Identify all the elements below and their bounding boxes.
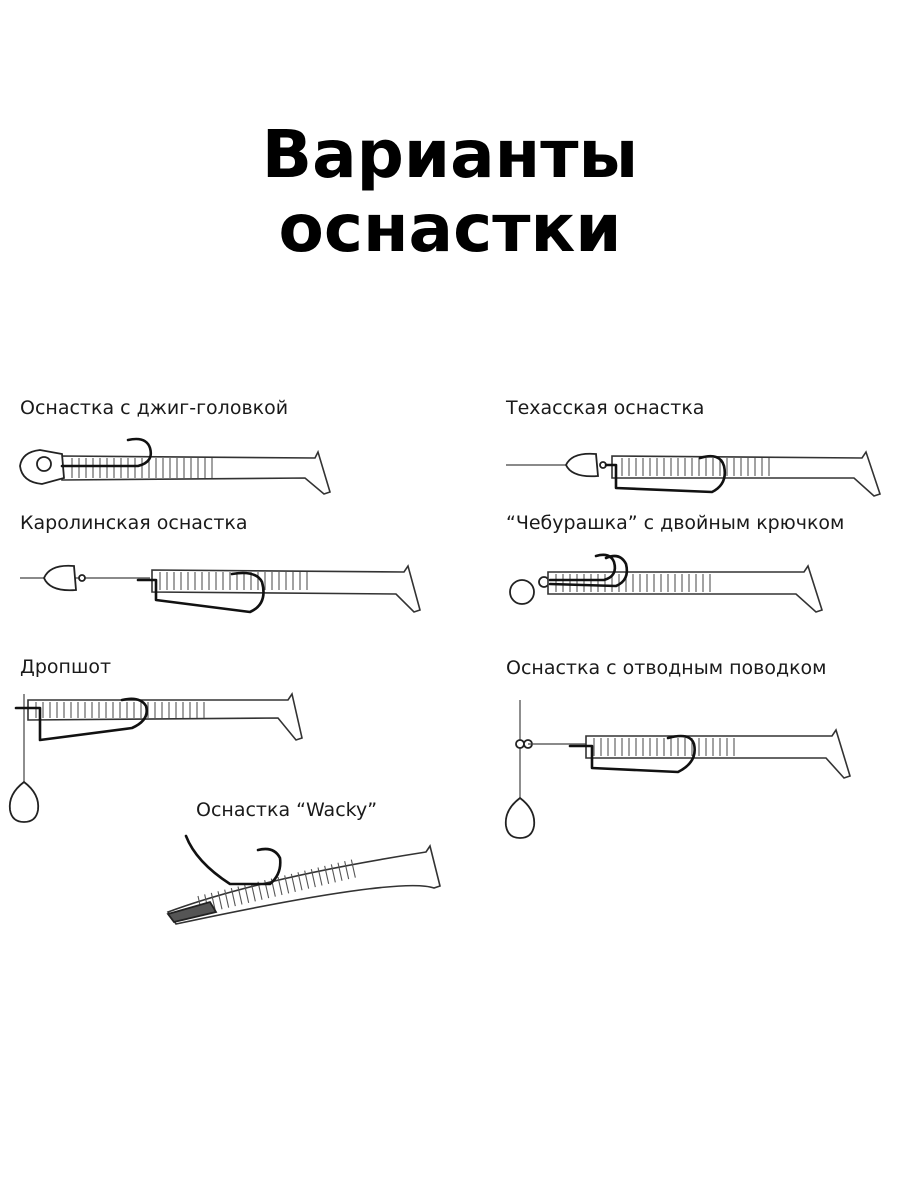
label-dropshot-rig: Дропшот [20,656,112,678]
label-jig-rig: Оснастка с джиг-головкой [20,397,289,419]
label-carolina-rig: Каролинская оснастка [20,512,248,534]
label-wacky-rig: Оснастка “Wacky” [196,799,378,821]
page-title-line-2: оснастки [278,190,622,267]
label-texas-rig: Техасская оснастка [506,397,705,419]
page-title-line-1: Варианты [261,116,639,193]
label-leader-rig: Оснастка с отводным поводком [506,657,827,679]
label-cheburashka-rig: “Чебурашка” с двойным крючком [506,512,845,534]
wacky-hook [186,836,280,884]
